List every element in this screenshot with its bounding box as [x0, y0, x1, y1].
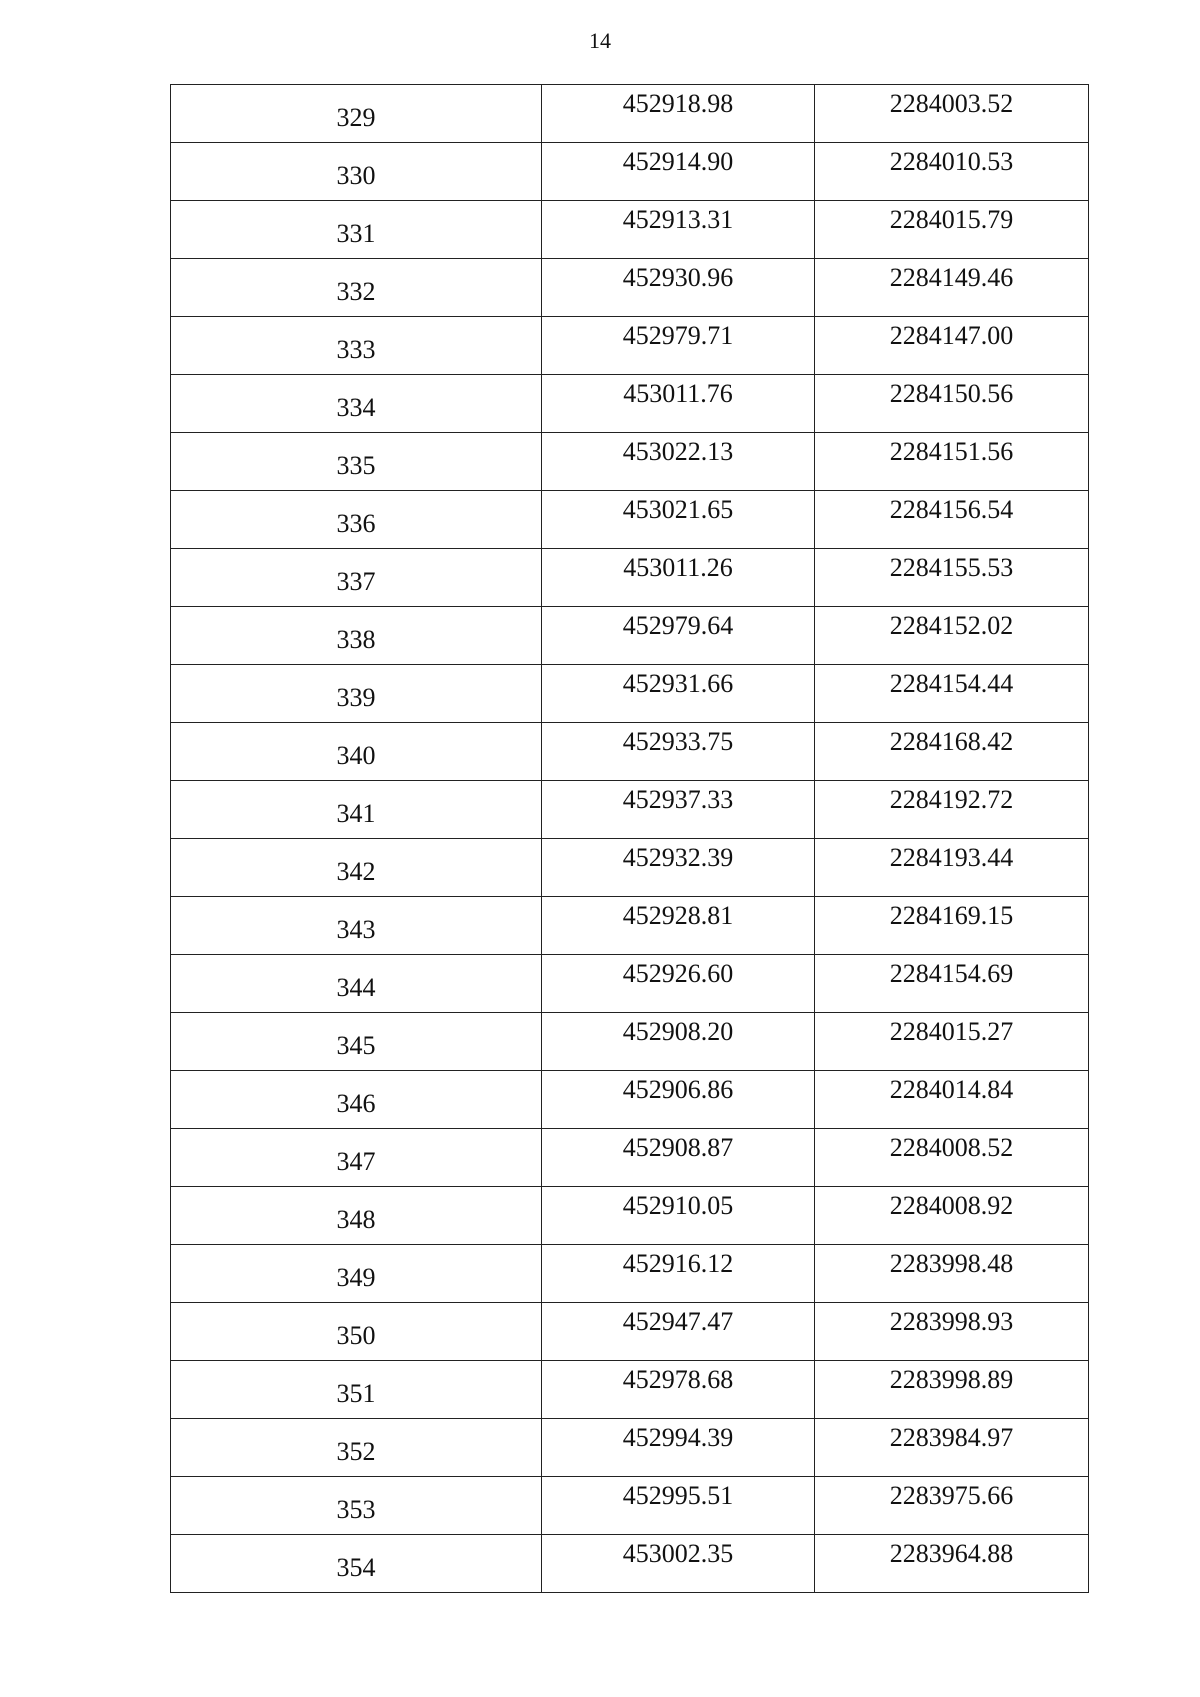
y-coordinate-cell: 2284169.15 [815, 897, 1089, 955]
table-row [171, 1013, 1089, 1071]
table-row [171, 1361, 1089, 1419]
x-coordinate-cell: 452979.71 [542, 317, 815, 375]
x-coordinate-cell: 452947.47 [542, 1303, 815, 1361]
point-number-cell: 346 [171, 1071, 542, 1129]
x-coordinate-cell: 452918.98 [542, 85, 815, 143]
point-number-cell: 337 [171, 549, 542, 607]
x-coordinate-cell: 452914.90 [542, 143, 815, 201]
point-number-cell: 353 [171, 1477, 542, 1535]
y-coordinate-cell: 2284149.46 [815, 259, 1089, 317]
coordinates-table-body [171, 85, 1089, 1593]
table-row [171, 491, 1089, 549]
point-number-cell: 329 [171, 85, 542, 143]
x-coordinate-cell: 452910.05 [542, 1187, 815, 1245]
point-number-cell: 339 [171, 665, 542, 723]
table-row [171, 201, 1089, 259]
point-number-cell: 338 [171, 607, 542, 665]
x-coordinate-cell: 453011.76 [542, 375, 815, 433]
point-number-cell: 345 [171, 1013, 542, 1071]
point-number-cell: 341 [171, 781, 542, 839]
x-coordinate-cell: 452978.68 [542, 1361, 815, 1419]
table-row [171, 665, 1089, 723]
x-coordinate-cell: 452933.75 [542, 723, 815, 781]
y-coordinate-cell: 2284008.92 [815, 1187, 1089, 1245]
x-coordinate-cell: 452937.33 [542, 781, 815, 839]
y-coordinate-cell: 2284156.54 [815, 491, 1089, 549]
point-number-cell: 332 [171, 259, 542, 317]
y-coordinate-cell: 2284003.52 [815, 85, 1089, 143]
point-number-cell: 347 [171, 1129, 542, 1187]
point-number-cell: 342 [171, 839, 542, 897]
x-coordinate-cell: 452916.12 [542, 1245, 815, 1303]
x-coordinate-cell: 453022.13 [542, 433, 815, 491]
y-coordinate-cell: 2284015.79 [815, 201, 1089, 259]
point-number-cell: 336 [171, 491, 542, 549]
y-coordinate-cell: 2284168.42 [815, 723, 1089, 781]
page-number: 14 [589, 28, 611, 53]
table-row [171, 897, 1089, 955]
point-number-cell: 349 [171, 1245, 542, 1303]
x-coordinate-cell: 452913.31 [542, 201, 815, 259]
point-number-cell: 354 [171, 1535, 542, 1593]
table-row [171, 143, 1089, 201]
table-row [171, 1071, 1089, 1129]
y-coordinate-cell: 2283998.89 [815, 1361, 1089, 1419]
y-coordinate-cell: 2284010.53 [815, 143, 1089, 201]
y-coordinate-cell: 2284150.56 [815, 375, 1089, 433]
table-row [171, 839, 1089, 897]
point-number-cell: 331 [171, 201, 542, 259]
y-coordinate-cell: 2284155.53 [815, 549, 1089, 607]
table-row [171, 375, 1089, 433]
point-number-cell: 340 [171, 723, 542, 781]
x-coordinate-cell: 452932.39 [542, 839, 815, 897]
point-number-cell: 333 [171, 317, 542, 375]
x-coordinate-cell: 452979.64 [542, 607, 815, 665]
x-coordinate-cell: 452908.20 [542, 1013, 815, 1071]
x-coordinate-cell: 452994.39 [542, 1419, 815, 1477]
table-row [171, 1245, 1089, 1303]
table-row [171, 317, 1089, 375]
x-coordinate-cell: 452928.81 [542, 897, 815, 955]
x-coordinate-cell: 452926.60 [542, 955, 815, 1013]
y-coordinate-cell: 2283998.48 [815, 1245, 1089, 1303]
table-row [171, 1477, 1089, 1535]
table-row [171, 955, 1089, 1013]
x-coordinate-cell: 452995.51 [542, 1477, 815, 1535]
y-coordinate-cell: 2284014.84 [815, 1071, 1089, 1129]
table-row [171, 1129, 1089, 1187]
y-coordinate-cell: 2283975.66 [815, 1477, 1089, 1535]
table-row [171, 1187, 1089, 1245]
y-coordinate-cell: 2283998.93 [815, 1303, 1089, 1361]
y-coordinate-cell: 2284008.52 [815, 1129, 1089, 1187]
table-row [171, 607, 1089, 665]
table-row [171, 1419, 1089, 1477]
point-number-cell: 343 [171, 897, 542, 955]
y-coordinate-cell: 2283984.97 [815, 1419, 1089, 1477]
x-coordinate-cell: 453002.35 [542, 1535, 815, 1593]
x-coordinate-cell: 452908.87 [542, 1129, 815, 1187]
y-coordinate-cell: 2284154.69 [815, 955, 1089, 1013]
y-coordinate-cell: 2284154.44 [815, 665, 1089, 723]
x-coordinate-cell: 453021.65 [542, 491, 815, 549]
x-coordinate-cell: 452906.86 [542, 1071, 815, 1129]
y-coordinate-cell: 2284193.44 [815, 839, 1089, 897]
point-number-cell: 350 [171, 1303, 542, 1361]
table-row [171, 85, 1089, 143]
table-row [171, 259, 1089, 317]
coordinates-table [170, 84, 1089, 1593]
table-row [171, 781, 1089, 839]
y-coordinate-cell: 2284152.02 [815, 607, 1089, 665]
table-row [171, 723, 1089, 781]
point-number-cell: 334 [171, 375, 542, 433]
table-row [171, 433, 1089, 491]
point-number-cell: 344 [171, 955, 542, 1013]
table-row [171, 549, 1089, 607]
x-coordinate-cell: 453011.26 [542, 549, 815, 607]
point-number-cell: 351 [171, 1361, 542, 1419]
point-number-cell: 348 [171, 1187, 542, 1245]
y-coordinate-cell: 2284015.27 [815, 1013, 1089, 1071]
point-number-cell: 335 [171, 433, 542, 491]
x-coordinate-cell: 452931.66 [542, 665, 815, 723]
table-row [171, 1303, 1089, 1361]
y-coordinate-cell: 2284147.00 [815, 317, 1089, 375]
y-coordinate-cell: 2283964.88 [815, 1535, 1089, 1593]
table-row [171, 1535, 1089, 1593]
x-coordinate-cell: 452930.96 [542, 259, 815, 317]
point-number-cell: 352 [171, 1419, 542, 1477]
point-number-cell: 330 [171, 143, 542, 201]
y-coordinate-cell: 2284151.56 [815, 433, 1089, 491]
y-coordinate-cell: 2284192.72 [815, 781, 1089, 839]
